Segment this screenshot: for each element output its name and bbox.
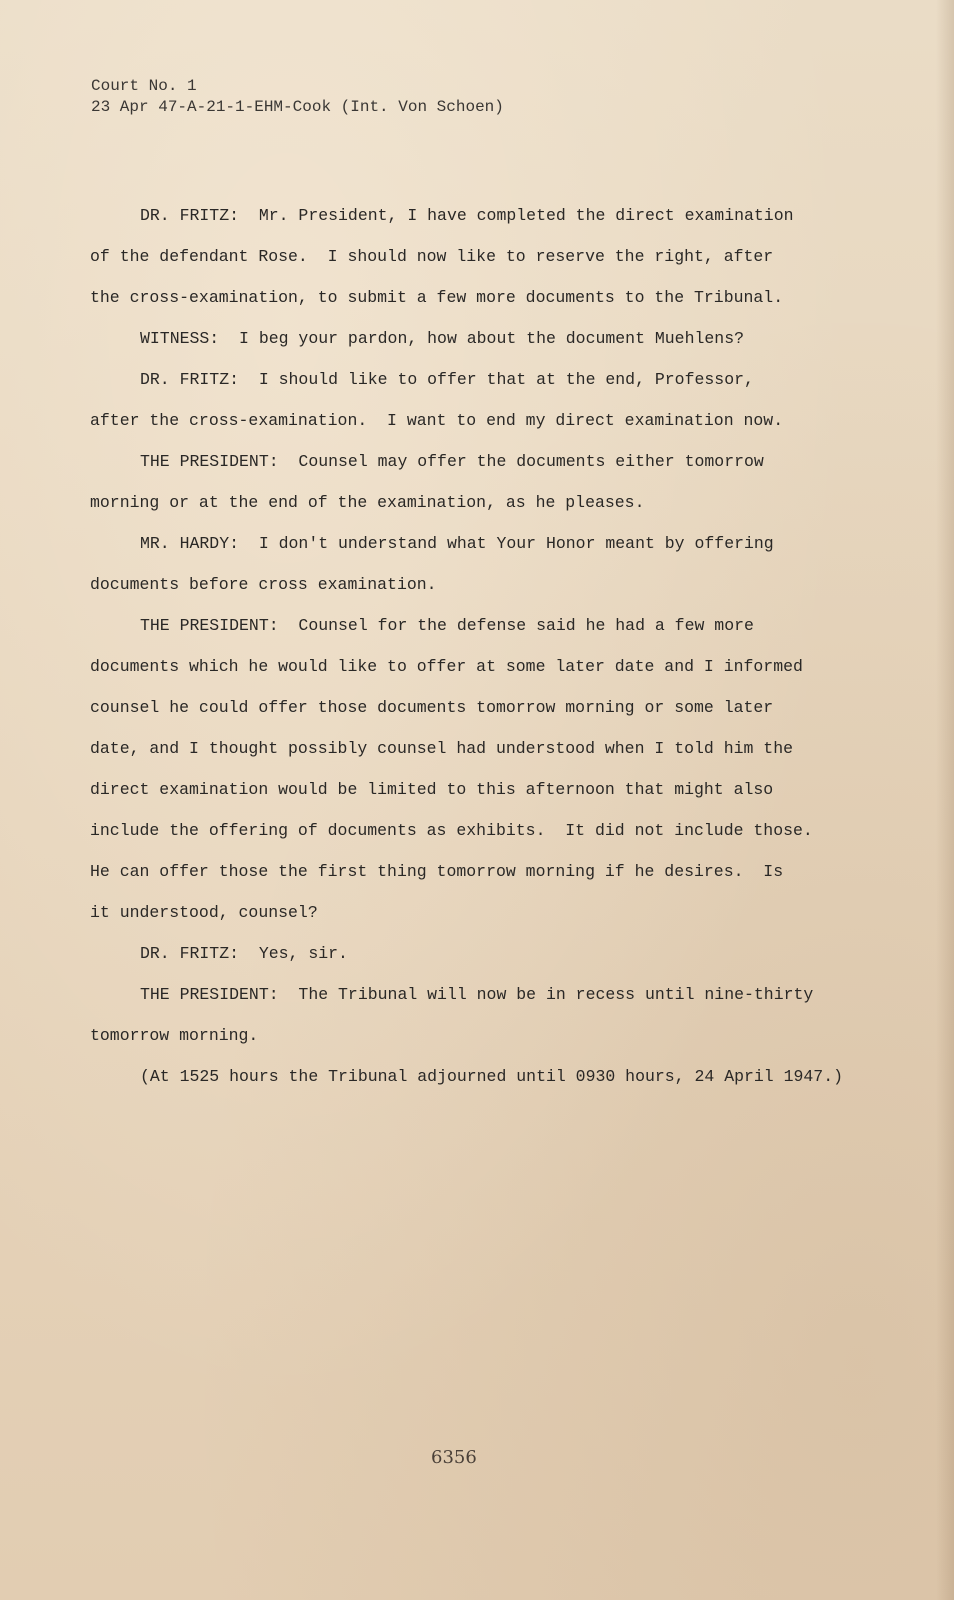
page-number: 6356	[431, 1447, 477, 1468]
transcript-line: MR. HARDY: I don't understand what Your Honor meant by offering	[140, 534, 774, 553]
transcript-line: DR. FRITZ: Mr. President, I have completed the direct examination	[140, 206, 794, 225]
transcript-line: DR. FRITZ: I should like to offer that at the end, Professor,	[140, 370, 754, 389]
document-header	[91, 76, 504, 118]
transcript-line: WITNESS: I beg your pardon, how about the document Muehlens?	[140, 329, 744, 348]
transcript-line: morning or at the end of the examination, as he pleases.	[90, 493, 645, 512]
session-reference: 23 Apr 47-A-21-1-EHM-Cook (Int. Von Schoen)	[91, 98, 504, 116]
transcript-line: documents before cross examination.	[90, 575, 437, 594]
transcript-line: He can offer those the first thing tomorrow morning if he desires. Is	[90, 862, 784, 881]
transcript-line: the cross-examination, to submit a few more documents to the Tribunal.	[90, 288, 784, 307]
transcript-line: (At 1525 hours the Tribunal adjourned until 0930 hours, 24 April 1947.)	[140, 1067, 844, 1086]
transcript-line: of the defendant Rose. I should now like to reserve the right, after	[90, 247, 774, 266]
transcript-line: documents which he would like to offer at some later date and I informed	[90, 657, 803, 676]
transcript-body	[90, 195, 880, 1097]
transcript-line: DR. FRITZ: Yes, sir.	[140, 944, 348, 963]
page-edge-shadow	[936, 0, 954, 1600]
transcript-line: direct examination would be limited to this afternoon that might also	[90, 780, 774, 799]
transcript-line: THE PRESIDENT: Counsel for the defense said he had a few more	[140, 616, 754, 635]
transcript-line: it understood, counsel?	[90, 903, 318, 922]
transcript-line: THE PRESIDENT: Counsel may offer the documents either tomorrow	[140, 452, 764, 471]
transcript-line: THE PRESIDENT: The Tribunal will now be in recess until nine-thirty	[140, 985, 814, 1004]
transcript-line: after the cross-examination. I want to end my direct examination now.	[90, 411, 784, 430]
transcript-line: counsel he could offer those documents tomorrow morning or some later	[90, 698, 774, 717]
transcript-line: date, and I thought possibly counsel had understood when I told him the	[90, 739, 794, 758]
court-label: Court No. 1	[91, 77, 197, 95]
transcript-line: include the offering of documents as exhibits. It did not include those.	[90, 821, 813, 840]
transcript-line: tomorrow morning.	[90, 1026, 259, 1045]
